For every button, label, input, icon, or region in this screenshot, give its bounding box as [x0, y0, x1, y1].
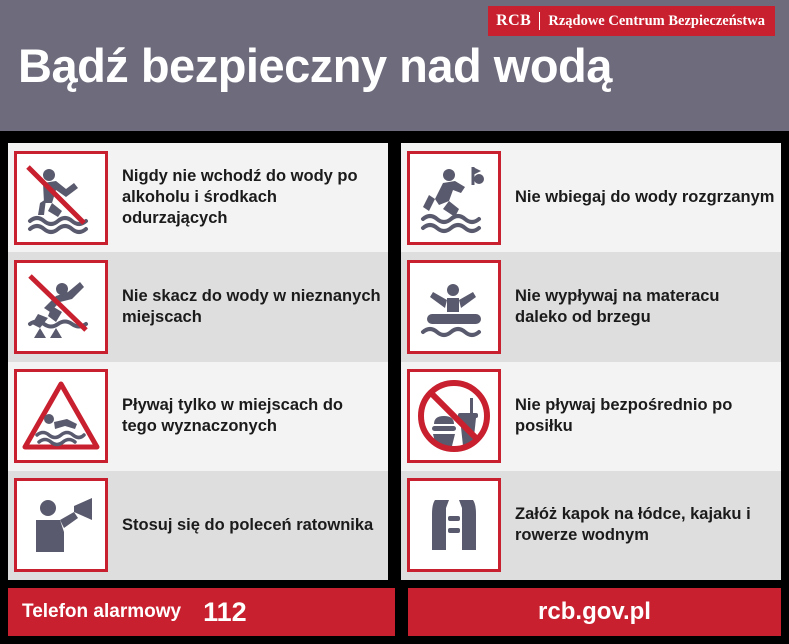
list-item [401, 143, 781, 252]
left-column [8, 143, 388, 580]
lifeguard-instructions-icon [14, 478, 108, 572]
list-item [8, 471, 388, 580]
no-swimming-after-meal-icon [407, 369, 501, 463]
no-running-into-water-icon [407, 151, 501, 245]
tips-columns [0, 143, 789, 580]
list-item-label: Nie skacz do wody w nieznanych miejscach [122, 286, 381, 326]
list-item-label: Nie pływaj bezpośrednio po posiłku [515, 396, 733, 436]
list-item-label: Załóż kapok na łódce, kajaku i rowerze wodnym [515, 505, 751, 545]
right-column [401, 143, 781, 580]
list-item [8, 252, 388, 361]
list-item-label: Nie wypływaj na materacu daleko od brzegu [515, 286, 720, 326]
list-item [8, 143, 388, 252]
poster-header [0, 0, 789, 131]
list-item [401, 362, 781, 471]
no-alcohol-water-icon [14, 151, 108, 245]
list-item [8, 362, 388, 471]
website-banner[interactable]: rcb.gov.pl [408, 588, 781, 636]
page-title: Bądź bezpieczny nad wodą [18, 39, 612, 92]
rcb-logo-abbr: RCB [496, 12, 540, 30]
list-item-label: Pływaj tylko w miejscach do tego wyznaczonych [122, 396, 344, 436]
rcb-logo-name: Rządowe Centrum Bezpieczeństwa [548, 12, 765, 29]
emergency-phone-label: Telefon alarmowy [22, 601, 182, 622]
emergency-phone-number: 112 [203, 596, 247, 627]
list-item [401, 252, 781, 361]
no-diving-icon [14, 260, 108, 354]
list-item-label: Nigdy nie wchodź do wody po alkoholu i środkach odurzających [122, 166, 358, 228]
life-jacket-icon [407, 478, 501, 572]
rcb-logo [488, 6, 775, 36]
list-item [401, 471, 781, 580]
emergency-phone-banner [8, 588, 395, 636]
list-item-label: Stosuj się do poleceń ratownika [122, 515, 374, 534]
designated-swimming-area-warning-icon [14, 369, 108, 463]
list-item-label: Nie wbiegaj do wody rozgrzanym [515, 188, 775, 207]
no-air-mattress-icon [407, 260, 501, 354]
poster-footer [0, 588, 789, 644]
